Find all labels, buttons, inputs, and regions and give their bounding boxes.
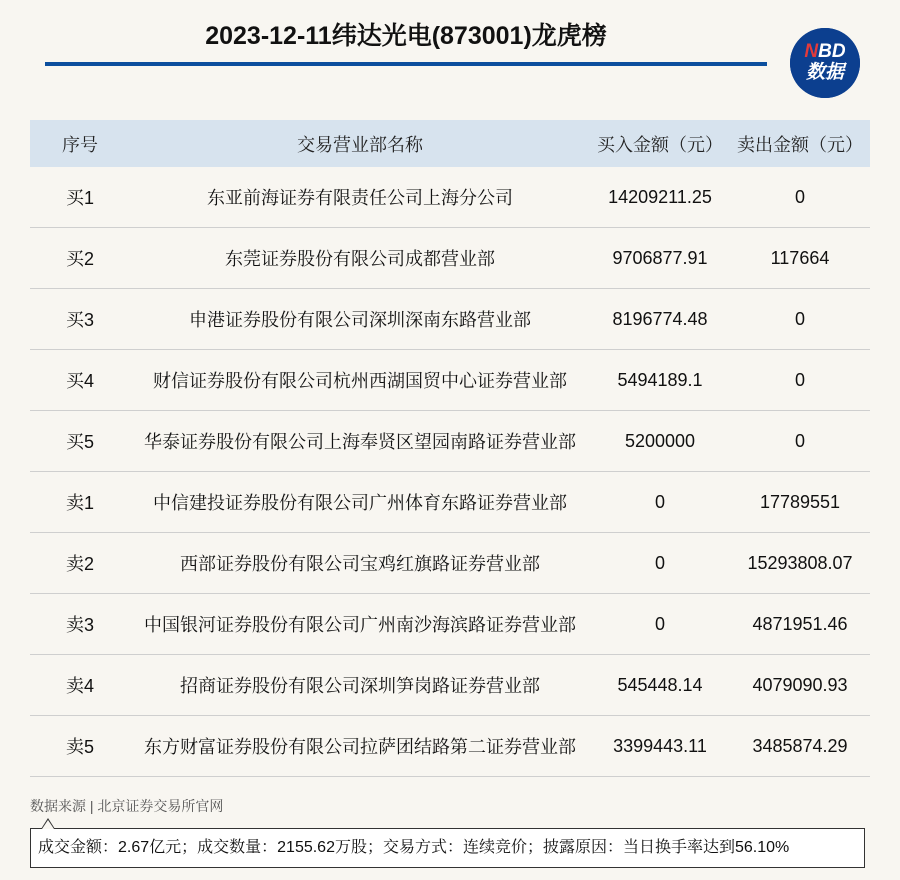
row-buy-amount: 5200000 (624, 430, 696, 451)
table-row (30, 533, 870, 594)
row-index: 卖4 (65, 676, 94, 696)
row-index: 卖2 (65, 554, 94, 574)
table-header (30, 120, 870, 167)
row-index: 买4 (65, 371, 94, 391)
logo-n: N (804, 41, 819, 62)
row-index: 买5 (65, 432, 94, 452)
header-sell-amount: 卖出金额（元） (737, 134, 863, 155)
header-buy-amount: 买入金额（元） (597, 134, 723, 155)
table-row (30, 594, 870, 655)
table-row (30, 350, 870, 411)
row-index: 卖1 (65, 493, 94, 513)
row-sell-amount: 4871951.46 (752, 613, 848, 634)
row-branch-name: 东亚前海证券有限责任公司上海分公司 (207, 188, 513, 208)
row-sell-amount: 0 (794, 369, 805, 390)
table-row (30, 411, 870, 472)
row-buy-amount: 545448.14 (617, 674, 703, 695)
row-buy-amount: 0 (654, 491, 665, 512)
row-branch-name: 西部证券股份有限公司宝鸡红旗路证券营业部 (180, 554, 540, 574)
row-index: 卖3 (65, 615, 94, 635)
header-branch-name: 交易营业部名称 (297, 134, 423, 155)
nbd-logo (790, 28, 860, 98)
row-sell-amount: 17789551 (759, 491, 841, 512)
trade-summary-note: 成交金额：2.67亿元；成交数量：2155.62万股；交易方式：连续竞价；披露原因：当日换手率达到56.10% (30, 828, 865, 868)
table-row (30, 167, 870, 228)
logo-bd: BD (818, 41, 846, 62)
row-index: 买2 (65, 249, 94, 269)
row-sell-amount: 0 (794, 308, 805, 329)
row-index: 卖5 (65, 737, 94, 757)
row-sell-amount: 15293808.07 (747, 552, 853, 573)
row-sell-amount: 3485874.29 (752, 735, 848, 756)
row-sell-amount: 0 (794, 430, 805, 451)
row-sell-amount: 4079090.93 (752, 674, 848, 695)
row-index: 买3 (65, 310, 94, 330)
page-title: 2023-12-11纬达光电(873001)龙虎榜 (205, 22, 607, 50)
table-row (30, 655, 870, 716)
header-index: 序号 (62, 134, 98, 155)
row-sell-amount: 0 (794, 186, 805, 207)
row-branch-name: 招商证券股份有限公司深圳笋岗路证券营业部 (180, 676, 540, 696)
row-branch-name: 财信证券股份有限公司杭州西湖国贸中心证券营业部 (153, 371, 567, 391)
row-index: 买1 (65, 188, 94, 208)
logo-line2: 数据 (805, 62, 844, 83)
row-buy-amount: 3399443.11 (613, 735, 707, 756)
row-buy-amount: 9706877.91 (612, 247, 708, 268)
row-sell-amount: 117664 (770, 247, 830, 268)
row-branch-name: 中信建投证券股份有限公司广州体育东路证券营业部 (153, 493, 567, 513)
dragon-tiger-table (30, 120, 870, 777)
logo-line1 (804, 42, 845, 62)
row-branch-name: 中国银河证券股份有限公司广州南沙海滨路证券营业部 (144, 615, 576, 635)
row-buy-amount: 14209211.25 (608, 186, 712, 207)
row-buy-amount: 0 (654, 613, 665, 634)
note-pointer-inner (42, 820, 54, 829)
row-branch-name: 东方财富证券股份有限公司拉萨团结路第二证券营业部 (144, 737, 576, 757)
title-underline (45, 62, 767, 66)
table-row (30, 716, 870, 777)
row-buy-amount: 0 (654, 552, 665, 573)
data-source: 数据来源 | 北京证券交易所官网 (30, 798, 224, 814)
row-branch-name: 申港证券股份有限公司深圳深南东路营业部 (189, 310, 531, 330)
row-buy-amount: 5494189.1 (617, 369, 703, 390)
table-row (30, 289, 870, 350)
row-buy-amount: 8196774.48 (612, 308, 708, 329)
table-body (30, 167, 870, 777)
table-row (30, 472, 870, 533)
table-row (30, 228, 870, 289)
row-branch-name: 东莞证券股份有限公司成都营业部 (225, 249, 495, 269)
row-branch-name: 华泰证券股份有限公司上海奉贤区望园南路证券营业部 (144, 432, 576, 452)
